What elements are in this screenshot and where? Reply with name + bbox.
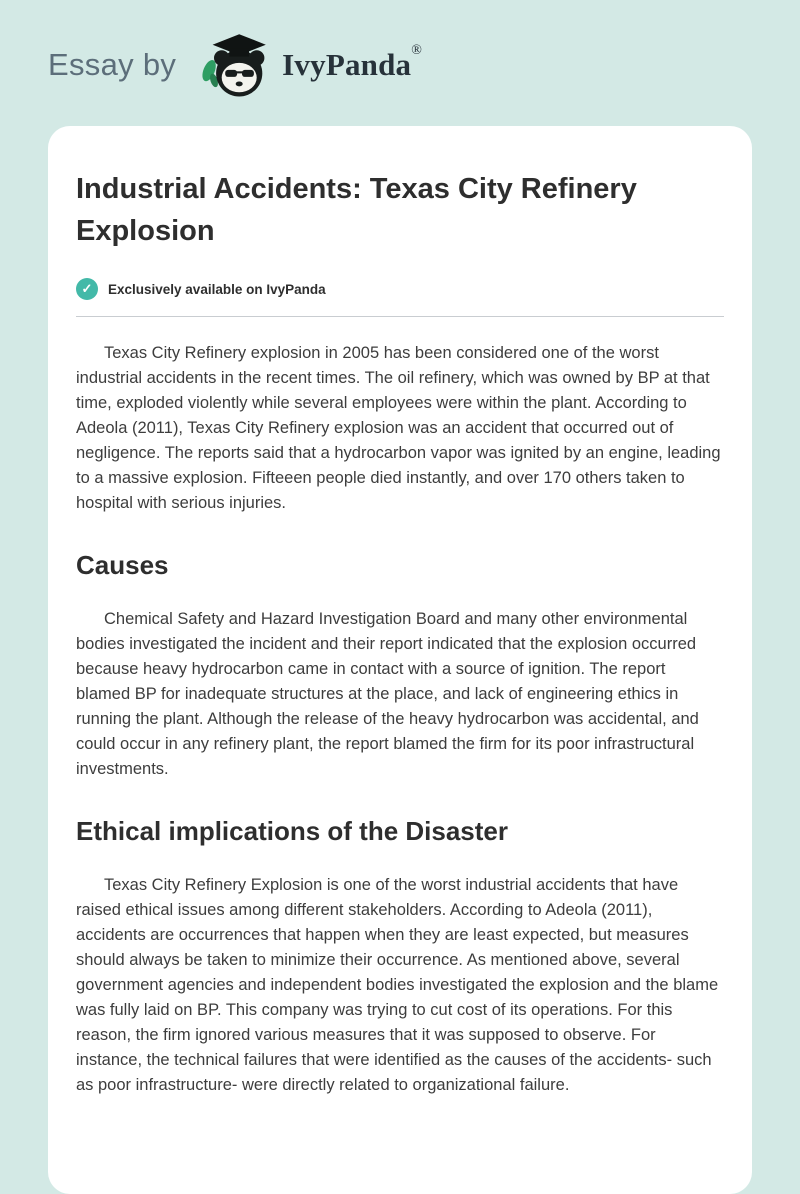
ivypanda-logo-link[interactable] <box>196 30 422 100</box>
check-icon: ✓ <box>76 278 98 300</box>
availability-row <box>76 278 724 300</box>
page-title: Industrial Accidents: Texas City Refinery Explosion <box>76 173 637 248</box>
page-header <box>0 0 800 126</box>
intro-paragraph: Texas City Refinery explosion in 2005 has been considered one of the worst industrial accidents in the recent times. The oil refinery, which was owned by BP at that time, exploded violently while several employees were within the plant. According to Adeola (2011), Texas City Refinery explosion was an accident that occurred out of negligence. The reports said that a hydrocarbon vapor was ignited by an engine, leading to a massive explosion. Fifteeen people died instantly, and over 170 others taken to hospital with serious injuries. <box>76 344 721 513</box>
essay-card <box>48 126 752 1194</box>
causes-paragraph: Chemical Safety and Hazard Investigation Board and many other environmental bodies investigated the incident and their report indicated that the explosion occurred because heavy hydrocarbon came in contact with a source of ignition. The report blamed BP for inadequate structures at the place, and lack of engineering ethics in running the plant. Although the release of the heavy hydrocarbon was accidental, and could occur in any refinery plant, the report blamed the firm for its poor infrastructural investments. <box>76 610 699 779</box>
brand-name: IvyPanda® <box>282 42 423 82</box>
divider <box>76 316 724 317</box>
section-heading-causes: Causes <box>76 550 169 581</box>
essay-by-label: Essay by <box>48 47 177 82</box>
section-heading-ethical-implications: Ethical implications of the Disaster <box>76 816 508 847</box>
availability-label: Exclusively available on IvyPanda <box>108 281 326 297</box>
ethical-implications-paragraph: Texas City Refinery Explosion is one of the worst industrial accidents that have raised ethical issues among different stakeholders. According to Adeola (2011), accidents are occurrences that happen when they are least expected, but measures should always be taken to minimize their occurrence. As mentioned above, several government agencies and independent bodies investigated the explosion and the blame was fully laid on BP. This company was trying to cut cost of its operations. For this reason, the firm ignored various measures that it was supposed to observe. For instance, the technical failures that were identified as the causes of the accidents- such as poor infrastructure- were directly related to organizational failure. <box>76 876 719 1095</box>
panda-with-graduation-cap-icon <box>196 30 274 100</box>
registered-mark: ® <box>411 42 423 58</box>
